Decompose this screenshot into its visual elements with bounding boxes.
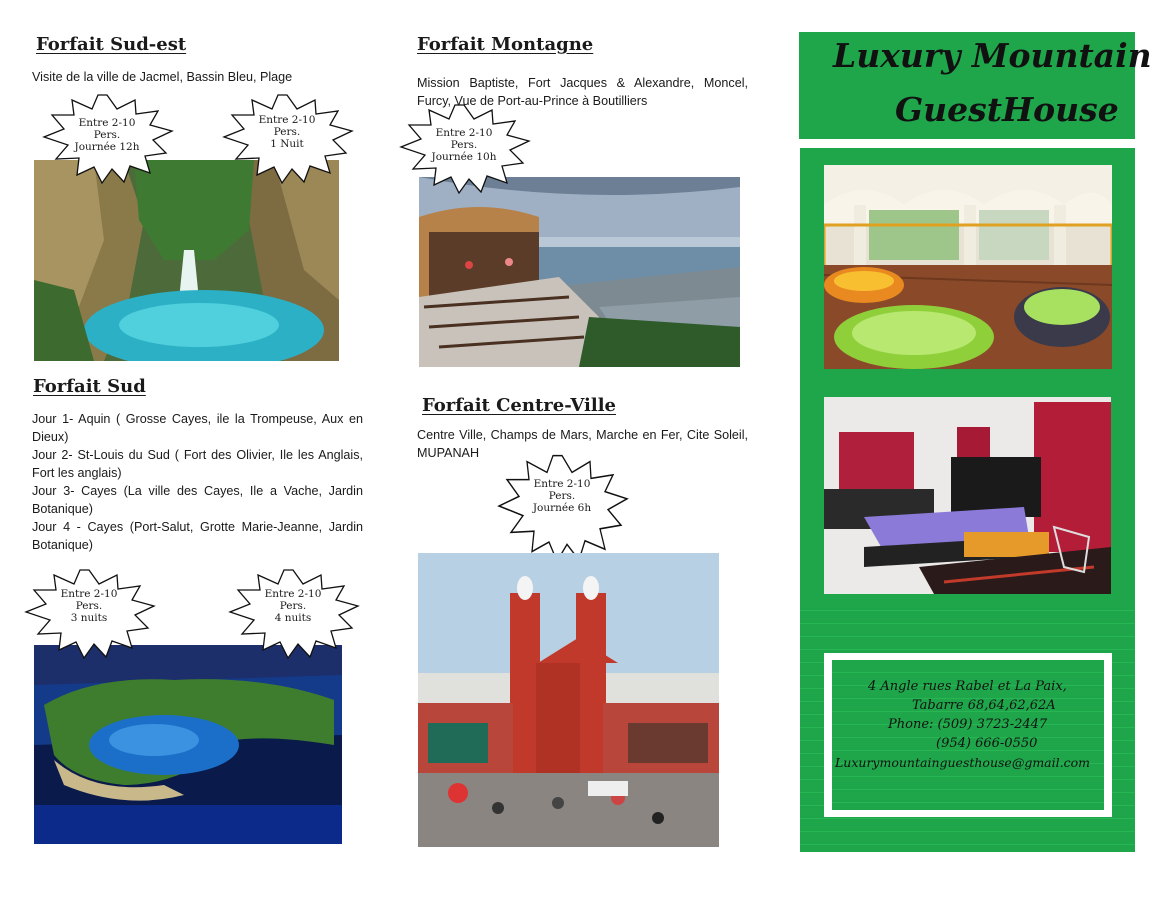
marche-en-fer-photo (418, 553, 719, 847)
contact-email: Luxurymountainguesthouse@gmail.com (835, 755, 1090, 770)
contact-address-line1: 4 Angle rues Rabel et La Paix, (868, 679, 1067, 694)
badge-sud-est-journee: Entre 2-10 Pers. Journée 12h (32, 87, 182, 187)
bedroom-photo (824, 397, 1111, 594)
brand-name-line1: Luxury Mountain (833, 36, 1152, 75)
sud-day-4: Jour 4 - Cayes (Port-Salut, Grotte Marie-Jeanne, Jardin Botanique) (32, 520, 363, 552)
contact-address-line2: Tabarre 68,64,62,62A (912, 698, 1056, 713)
contact-phone-2: (954) 666-0550 (936, 736, 1038, 751)
title-forfait-montagne: Forfait Montagne (417, 34, 594, 55)
badge-sud-est-nuit: Entre 2-10 Pers. 1 Nuit (212, 87, 362, 187)
badge-centre-ville-journee: Entre 2-10 Pers. Journée 6h (487, 446, 637, 546)
balcony-lounge-photo (824, 165, 1112, 369)
sud-days-list (32, 410, 363, 554)
lagoon-island-photo (34, 645, 342, 844)
sud-day-1: Jour 1- Aquin ( Grosse Cayes, ile la Trompeuse, Aux en Dieux) (32, 412, 363, 444)
title-forfait-sud: Forfait Sud (33, 376, 146, 397)
badge-sud-4-nuits: Entre 2-10 Pers. 4 nuits (218, 562, 368, 662)
centre-ville-description: Centre Ville, Champs de Mars, Marche en Fer, Cite Soleil, MUPANAH (417, 428, 748, 460)
bassin-bleu-waterfall-photo (34, 160, 339, 361)
montagne-description: Mission Baptiste, Fort Jacques & Alexandre, Moncel, Furcy, Vue de Port-au-Prince à Boutilliers (417, 76, 748, 108)
badge-montagne-journee: Entre 2-10 Pers. Journée 10h (389, 97, 539, 197)
title-forfait-centre-ville: Forfait Centre-Ville (422, 395, 617, 416)
sud-est-description: Visite de la ville de Jacmel, Bassin Bleu, Plage (32, 70, 293, 84)
sud-day-3: Jour 3- Cayes (La ville des Cayes, Ile a Vache, Jardin Botanique) (32, 484, 363, 516)
sud-day-2: Jour 2- St-Louis du Sud ( Fort des Olivier, Ile les Anglais, Fort les anglais) (32, 448, 363, 480)
title-forfait-sud-est: Forfait Sud-est (36, 34, 187, 55)
badge-sud-3-nuits: Entre 2-10 Pers. 3 nuits (14, 562, 164, 662)
contact-phone-1: Phone: (509) 3723-2447 (888, 717, 1048, 732)
brand-name-line2: GuestHouse (895, 90, 1119, 129)
boutilliers-view-photo (419, 177, 740, 367)
